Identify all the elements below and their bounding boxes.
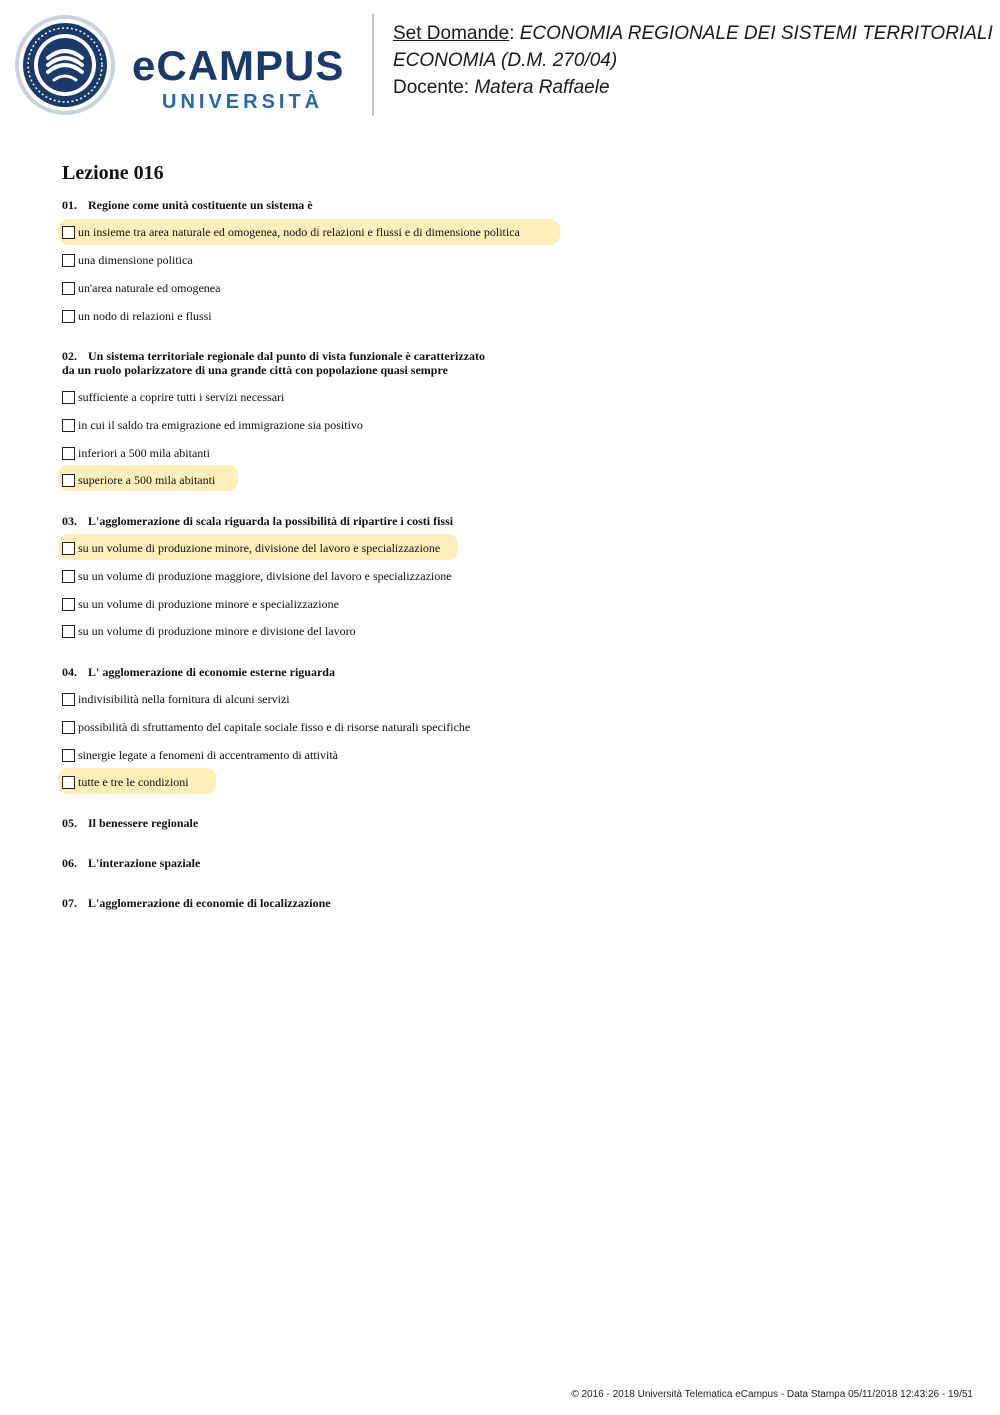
answer-option[interactable] [62,223,520,241]
answer-label: sufficiente a coprire tutti i servizi necessari [78,390,285,404]
answer-option[interactable] [62,595,339,613]
answer-checkbox[interactable] [62,693,75,706]
question-number: 01. [62,198,77,212]
question-number: 05. [62,816,77,830]
answer-option[interactable] [62,307,212,325]
answer-checkbox[interactable] [62,542,75,555]
question-01 [62,198,313,212]
course-line-1 [393,20,997,47]
course-title-2: ECONOMIA (D.M. 270/04) [393,50,618,71]
question-text: L' agglomerazione di economie esterne riguarda [88,665,335,679]
answer-checkbox[interactable] [62,598,75,611]
question-03 [62,514,453,528]
answer-option[interactable] [62,773,189,791]
question-text: L'interazione spaziale [88,856,201,870]
document-header [0,0,1000,130]
teacher-line [393,74,997,101]
answer-checkbox[interactable] [62,447,75,460]
answer-option[interactable] [62,746,338,764]
answer-checkbox[interactable] [62,419,75,432]
question-text: L'agglomerazione di economie di localizzazione [88,896,331,910]
answer-option[interactable] [62,718,470,736]
answer-option[interactable] [62,567,452,585]
answer-checkbox[interactable] [62,776,75,789]
question-text: Il benessere regionale [88,816,199,830]
answer-checkbox[interactable] [62,474,75,487]
ecampus-wordmark-logo [132,44,362,116]
logo-subtitle-text: UNIVERSITÀ [162,91,324,113]
answer-label: sinergie legate a fenomeni di accentramento di attività [78,748,339,762]
answer-option[interactable] [62,416,363,434]
answer-label: indivisibilità nella fornitura di alcuni servizi [78,692,290,706]
answer-label: tutte e tre le condizioni [78,775,189,789]
answer-label: possibilità di sfruttamento del capitale sociale fisso e di risorse naturali specifiche [78,720,471,734]
question-07 [62,896,331,910]
answer-option[interactable] [62,471,215,489]
question-number: 02. [62,349,77,363]
question-05 [62,816,198,830]
answer-checkbox[interactable] [62,721,75,734]
answer-option[interactable] [62,444,210,462]
answer-option[interactable] [62,539,440,557]
course-title-1: ECONOMIA REGIONALE DEI SISTEMI TERRITORIALI [519,23,993,44]
set-colon: : [509,23,515,44]
answer-checkbox[interactable] [62,282,75,295]
answer-label: su un volume di produzione minore e divisione del lavoro [78,624,356,638]
question-text: Un sistema territoriale regionale dal punto di vista funzionale è caratterizzato [88,349,486,363]
question-number: 07. [62,896,77,910]
question-text: Regione come unità costituente un sistema è [88,198,313,212]
answer-label: inferiori a 500 mila abitanti [78,446,210,460]
question-number: 03. [62,514,77,528]
page-footer: © 2016 - 2018 Università Telematica eCampus - Data Stampa 05/11/2018 12:43:26 - 19/51 [571,1389,973,1400]
answer-label: un'area naturale ed omogenea [78,281,221,295]
answer-label: una dimensione politica [78,253,193,267]
question-number: 06. [62,856,77,870]
answer-label: un nodo di relazioni e flussi [78,309,212,323]
course-info [393,20,997,101]
course-line-2 [393,47,997,74]
answer-label: su un volume di produzione maggiore, divisione del lavoro e specializzazione [78,569,452,583]
answer-label: su un volume di produzione minore, divisione del lavoro e specializzazione [78,541,441,555]
answer-checkbox[interactable] [62,226,75,239]
question-02 [62,349,485,377]
question-text-line-2: da un ruolo polarizzatore di una grande città con popolazione quasi sempre [62,363,448,377]
answer-checkbox[interactable] [62,570,75,583]
answer-checkbox[interactable] [62,310,75,323]
answer-checkbox[interactable] [62,625,75,638]
answer-option[interactable] [62,279,220,297]
teacher-label: Docente: [393,77,470,98]
header-divider [372,14,374,116]
lesson-title: Lezione 016 [62,162,164,184]
question-04 [62,665,335,679]
question-text: L'agglomerazione di scala riguarda la possibilità di ripartire i costi fissi [88,514,454,528]
answer-option[interactable] [62,622,356,640]
answer-label: un insieme tra area naturale ed omogenea, nodo di relazioni e flussi e di dimensione politica [78,225,520,239]
teacher-name: Matera Raffaele [474,77,610,98]
answer-option[interactable] [62,690,290,708]
answer-checkbox[interactable] [62,749,75,762]
answer-label: in cui il saldo tra emigrazione ed immigrazione sia positivo [78,418,363,432]
ecampus-seal-logo [14,14,116,116]
answer-checkbox[interactable] [62,391,75,404]
answer-option[interactable] [62,251,193,269]
set-label: Set Domande [393,23,510,44]
answer-label: superiore a 500 mila abitanti [78,473,216,487]
question-number: 04. [62,665,77,679]
question-06 [62,856,200,870]
logo-brand-text: eCAMPUS [132,44,345,89]
answer-label: su un volume di produzione minore e specializzazione [78,597,339,611]
answer-option[interactable] [62,388,284,406]
answer-checkbox[interactable] [62,254,75,267]
